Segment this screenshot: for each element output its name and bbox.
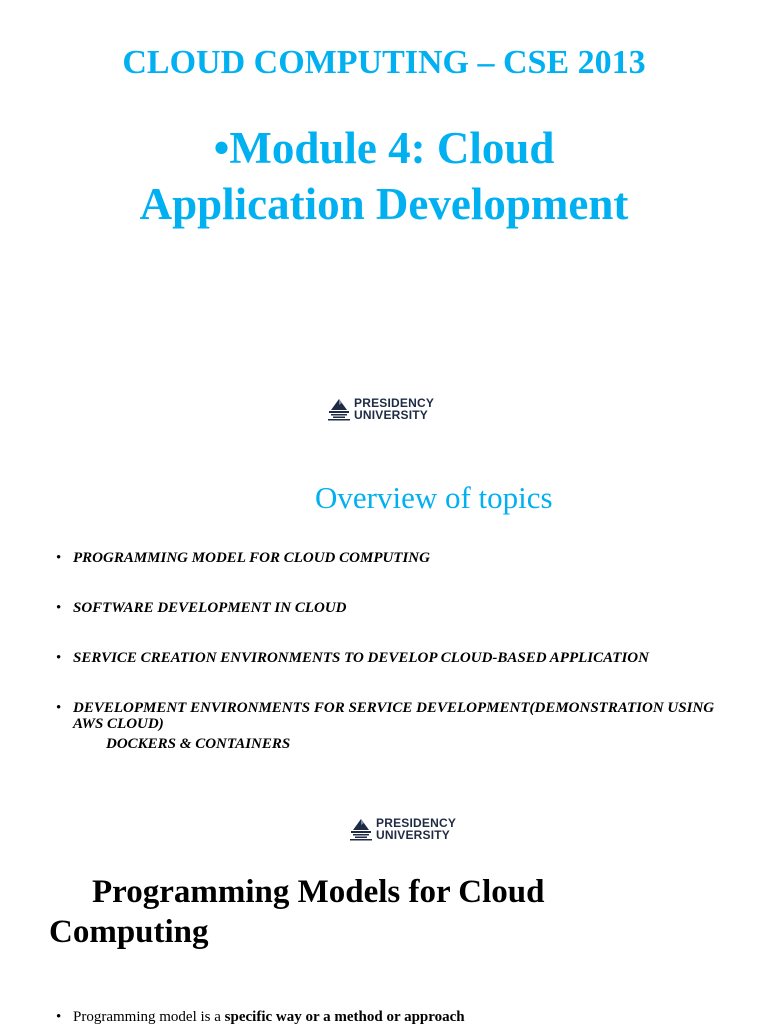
logo-text	[354, 397, 434, 421]
presidency-university-logo	[328, 396, 434, 422]
topic-subline: DOCKERS & CONTAINERS	[106, 736, 291, 752]
logo-text-line1: PRESIDENCY	[376, 816, 457, 830]
university-building-icon	[328, 396, 350, 422]
programming-models-slide	[0, 822, 768, 1024]
title-slide	[0, 0, 768, 460]
topic-item: • SERVICE CREATION ENVIRONMENTS TO DEVELOP CLOUD-BASED APPLICATION	[56, 650, 736, 666]
module-title-line2: Application Development	[139, 179, 629, 229]
course-title: CLOUD COMPUTING – CSE 2013	[122, 44, 646, 81]
topic-list	[56, 550, 736, 752]
logo-text-line1: PRESIDENCY	[354, 396, 435, 410]
programming-models-title	[49, 872, 669, 952]
pm-title-line1: Programming Models for Cloud	[92, 874, 545, 910]
bullet-bold-text: specific way or a method or approach	[224, 1009, 465, 1025]
bullet-text: Programming model is a	[73, 1009, 225, 1025]
programming-model-bullet	[56, 1008, 768, 1026]
pm-title-line2: Computing	[49, 914, 209, 950]
topic-item: • PROGRAMMING MODEL FOR CLOUD COMPUTING	[56, 550, 736, 566]
logo-text-line2: UNIVERSITY	[376, 828, 451, 842]
overview-slide	[0, 460, 768, 822]
logo-text-line2: UNIVERSITY	[354, 408, 429, 422]
module-title	[0, 120, 768, 232]
module-title-line1: •Module 4: Cloud	[213, 123, 555, 173]
topic-item: • DEVELOPMENT ENVIRONMENTS FOR SERVICE DEVELOPMENT(DEMONSTRATION USING AWS CLOUD)	[56, 700, 736, 732]
overview-title: Overview of topics	[315, 480, 553, 515]
topic-item: • SOFTWARE DEVELOPMENT IN CLOUD	[56, 600, 736, 616]
